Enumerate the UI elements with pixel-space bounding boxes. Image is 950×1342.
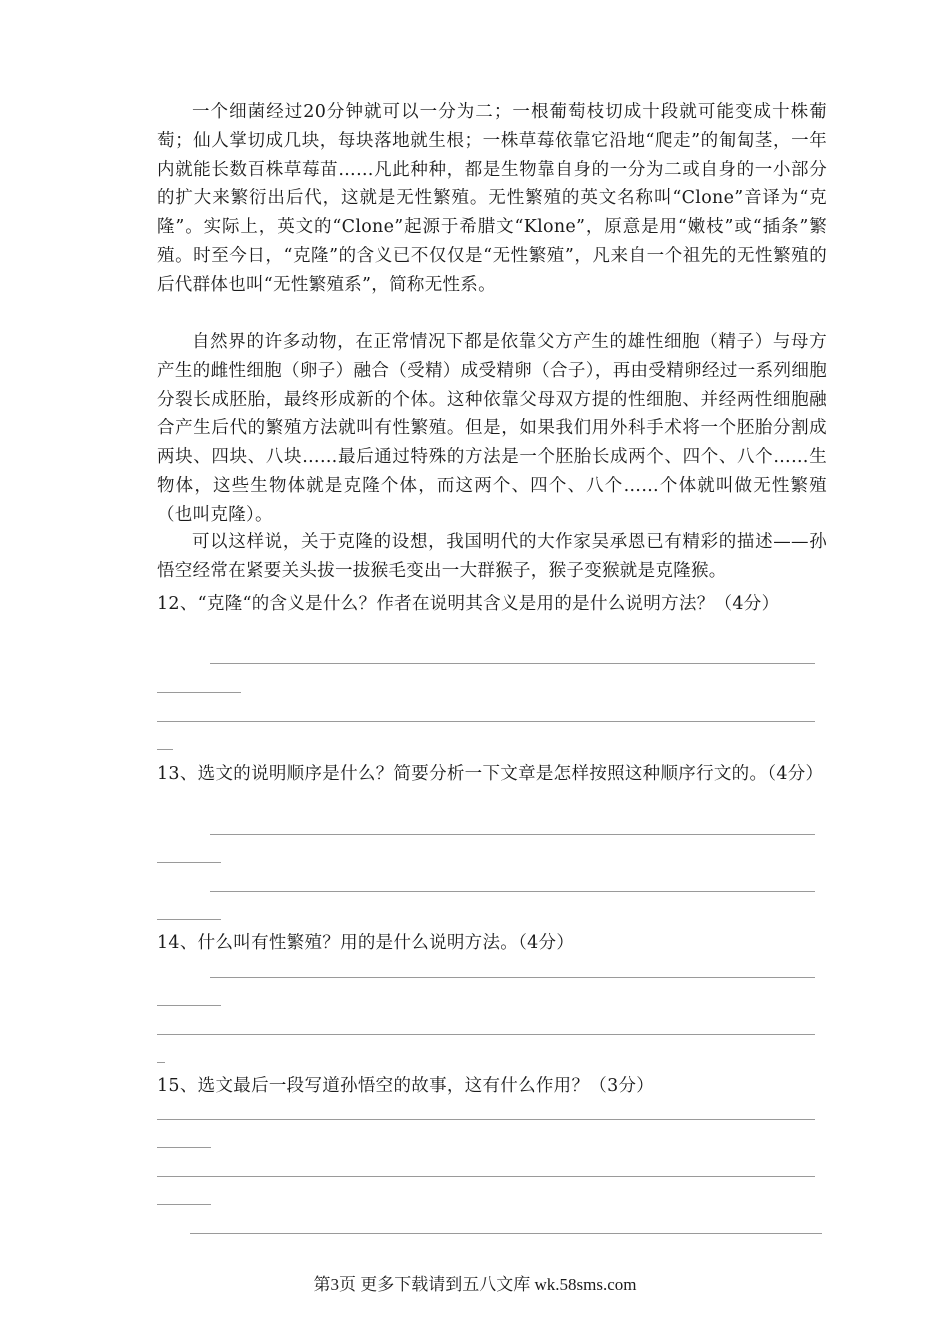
answer-line [157,1034,815,1035]
answer-line [210,977,815,978]
answer-line [210,663,815,664]
answer-line [157,919,221,920]
answer-line [210,834,815,835]
question-14: 14、什么叫有性繁殖？用的是什么说明方法。（4分） [157,933,575,953]
answer-line [157,862,221,863]
answer-line [157,721,815,722]
page-footer: 第3页 更多下载请到五八文库 wk.58sms.com [313,1275,637,1294]
answer-line [157,692,241,693]
answer-line [157,1204,211,1205]
question-15: 15、选文最后一段写道孙悟空的故事，这有什么作用？（3分） [157,1076,655,1096]
answer-line [210,891,815,892]
answer-line [157,1005,221,1006]
question-12: 12、“克隆“的含义是什么？作者在说明其含义是用的是什么说明方法？（4分） [157,594,780,614]
question-13: 13、选文的说明顺序是什么？简要分析一下文章是怎样按照这种顺序行文的。（4分） [157,764,824,784]
answer-line [190,1233,822,1234]
answer-line [157,749,173,750]
answer-line [157,1062,165,1063]
answer-line [157,1147,211,1148]
answer-line [157,1119,815,1120]
paragraph-3: 可以这样说，关于克隆的设想，我国明代的大作家吴承恩已有精彩的描述——孙悟空经常在紧要关头拔一拔猴毛变出一大群猴子，猴子变猴就是克隆猴。 [157,532,827,581]
paragraph-2: 自然界的许多动物，在正常情况下都是依靠父方产生的雄性细胞（精子）与母方产生的雌性细胞（卵子）融合（受精）成受精卵（合子），再由受精卵经过一系列细胞分裂长成胚胎，最终形成新的个体。这种依靠父母双方提的性细胞、并经两性细胞融合产生后代的繁殖方法就叫有性繁殖。但是，如果我们用外科手术将一个胚胎分割成两块、四块、八块……最后通过特殊的方法是一个胚胎长成两个、四个、八个……生物体，这些生物体就是克隆个体，而这两个、四个、八个……个体就叫做无性繁殖（也叫克隆）。 [157,332,827,525]
answer-line [157,1176,815,1177]
paragraph-1: 一个细菌经过20分钟就可以一分为二；一根葡萄枝切成十段就可能变成十株葡萄；仙人掌切成几块，每块落地就生根；一株草莓依靠它沿地“爬走”的匍匐茎，一年内就能长数百株草莓苗……凡此种种，都是生物靠自身的一分为二或自身的一小部分的扩大来繁衍出后代，这就是无性繁殖。无性繁殖的英文名称叫“Clone”音译为“克隆”。实际上，英文的“Clone”起源于希腊文“Klone”，原意是用“嫩枝”或“插条”繁殖。时至今日，“克隆”的含义已不仅仅是“无性繁殖”，凡来自一个祖先的无性繁殖的后代群体也叫“无性繁殖系”，简称无性系。 [157,102,827,295]
